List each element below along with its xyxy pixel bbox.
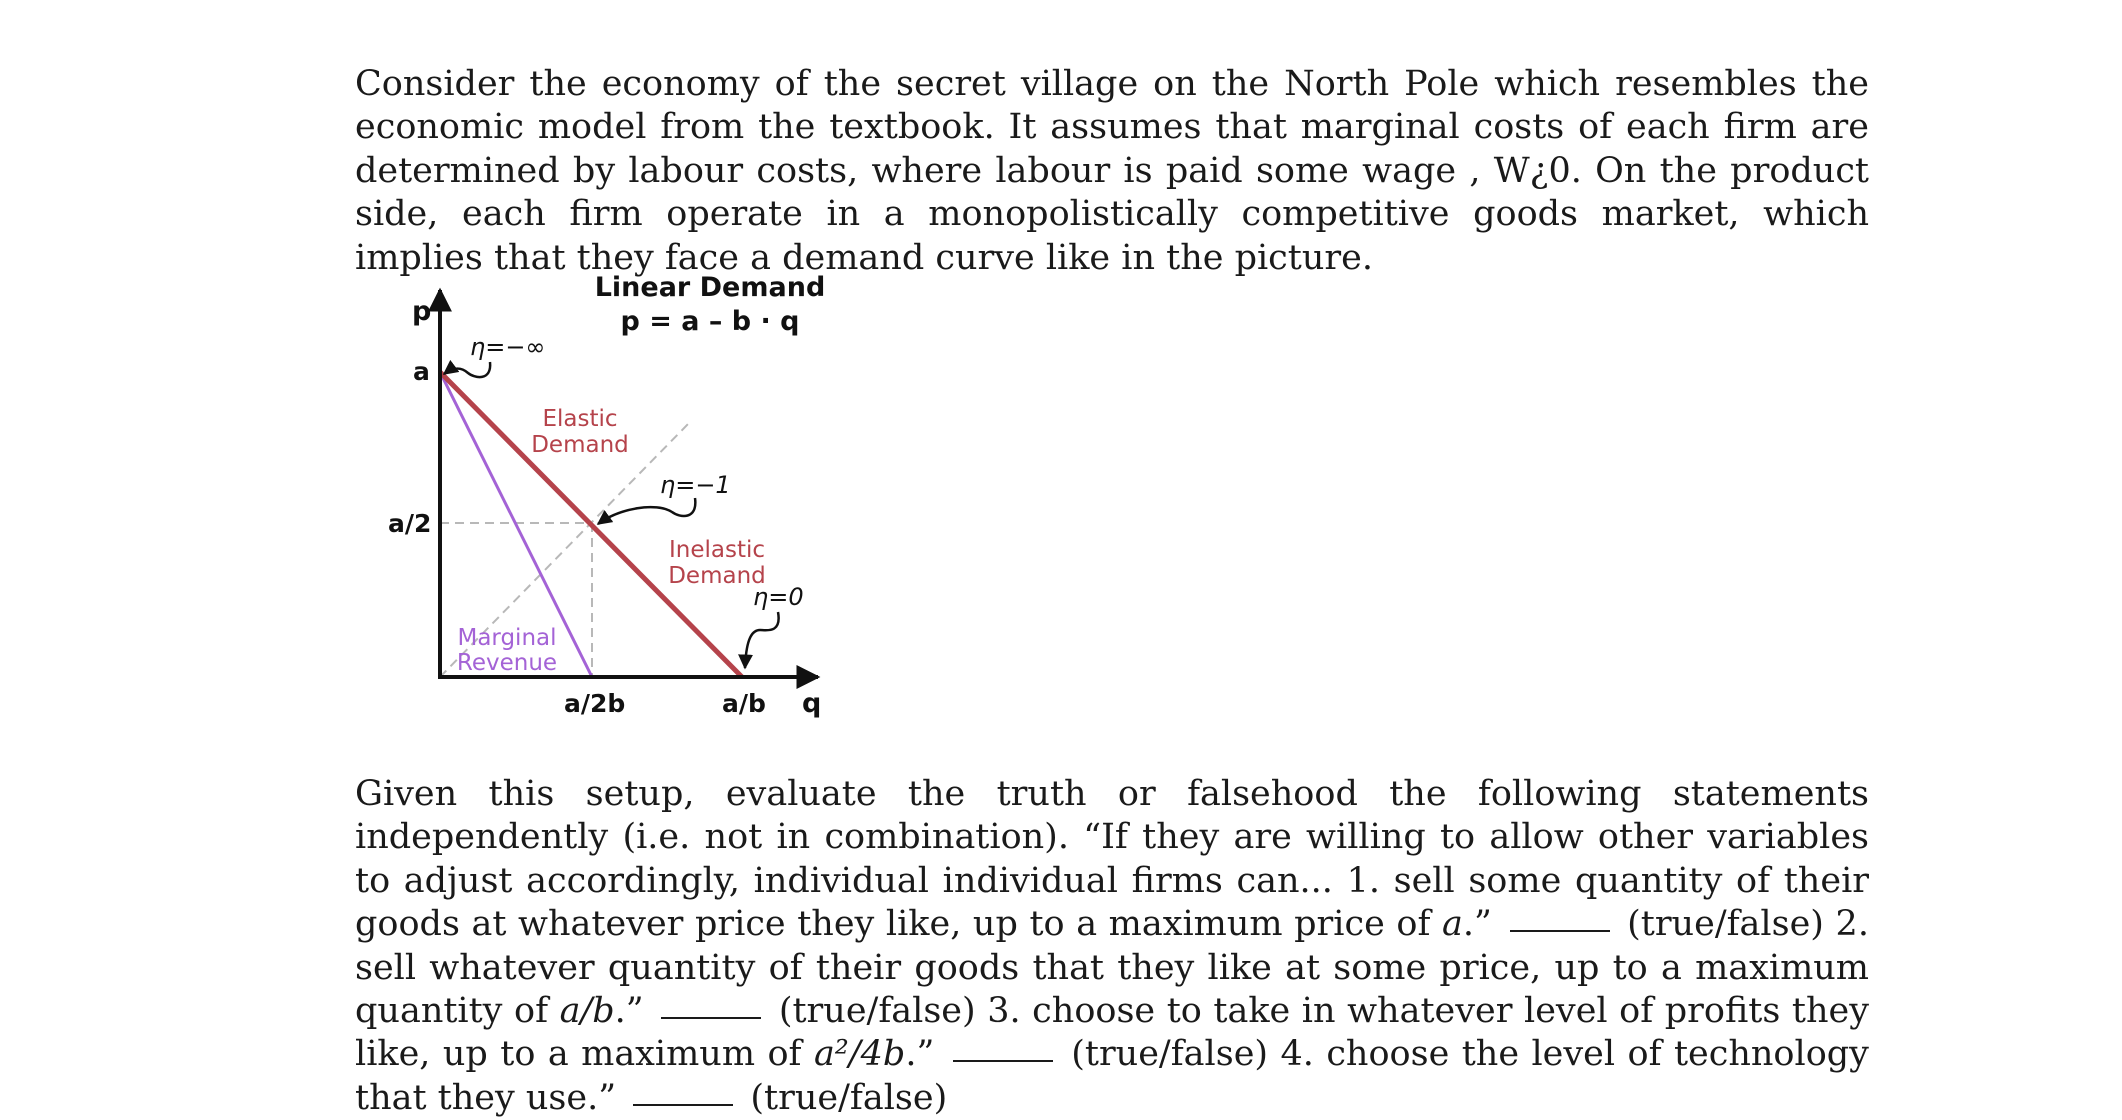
eta-zero-arrow bbox=[745, 612, 779, 668]
inelastic-label-line2: Demand bbox=[668, 563, 766, 589]
x-tick-a-2b: a/2b bbox=[564, 689, 626, 718]
statement-3: 3. choose to take in whatever level of profits they like, up to a maximum of bbox=[355, 991, 1869, 1075]
true-false-2: (true/false) bbox=[778, 991, 976, 1032]
eta-minus-one-label: η=−1 bbox=[660, 471, 731, 499]
linear-demand-figure bbox=[380, 270, 830, 725]
inelastic-label-line1: Inelastic bbox=[668, 537, 766, 563]
y-tick-a: a bbox=[413, 357, 430, 386]
true-false-1: (true/false) bbox=[1627, 904, 1824, 945]
statement-1-math: a bbox=[1442, 904, 1463, 945]
statement-3-end: .” bbox=[905, 1034, 935, 1075]
eta-infinity-arrow bbox=[444, 362, 490, 377]
statement-2-math: a/b bbox=[559, 991, 615, 1032]
elastic-label-line2: Demand bbox=[531, 432, 629, 458]
y-tick-a-half: a/2 bbox=[388, 509, 432, 538]
statement-4: 4. choose the level of technology that they use.” bbox=[355, 1034, 1869, 1118]
figure-title-line1: Linear Demand bbox=[594, 272, 826, 303]
answer-blank-3[interactable] bbox=[953, 1059, 1053, 1062]
statement-3-math: a²/4b bbox=[813, 1034, 906, 1075]
elastic-label-line1: Elastic bbox=[542, 406, 618, 432]
eta-zero-label: η=0 bbox=[753, 583, 804, 611]
mr-label-line1: Marginal bbox=[457, 625, 557, 651]
question-paragraph bbox=[355, 773, 1869, 1120]
mr-label-line2: Revenue bbox=[456, 650, 558, 676]
statement-2-end: .” bbox=[614, 991, 644, 1032]
answer-blank-1[interactable] bbox=[1510, 929, 1610, 932]
x-tick-a-b: a/b bbox=[722, 689, 766, 718]
statement-1: 1. sell some quantity of their goods at whatever price they like, up to a maximum price of bbox=[355, 860, 1869, 945]
x-axis-label: q bbox=[802, 688, 822, 719]
answer-blank-2[interactable] bbox=[661, 1016, 761, 1019]
eta-infinity-label: η=−∞ bbox=[470, 333, 546, 361]
true-false-4: (true/false) bbox=[750, 1077, 948, 1118]
statement-1-end: .” bbox=[1462, 904, 1492, 945]
answer-blank-4[interactable] bbox=[633, 1103, 733, 1106]
question-lead: Given this setup, evaluate the truth or falsehood the following statements independently (i.e. not in combination). “If they are willing to allow other variables to adjust accordingly, individual individual firms can... bbox=[355, 774, 1869, 901]
intro-paragraph: Consider the economy of the secret village on the North Pole which resembles the economic model from the textbook. It assumes that marginal costs of each firm are determined by labour costs, where labour is paid some wage , W¿0. On the product side, each firm operate in a monopolistically competitive goods market, which implies that they face a demand curve like in the picture. bbox=[355, 64, 1869, 278]
statement-2: 2. sell whatever quantity of their goods that they like at some price, up to a maximum quantity of bbox=[355, 904, 1869, 1032]
y-axis-label: p bbox=[412, 296, 432, 327]
figure-title-line2: p = a – b · q bbox=[620, 306, 800, 337]
true-false-3: (true/false) bbox=[1071, 1034, 1269, 1075]
